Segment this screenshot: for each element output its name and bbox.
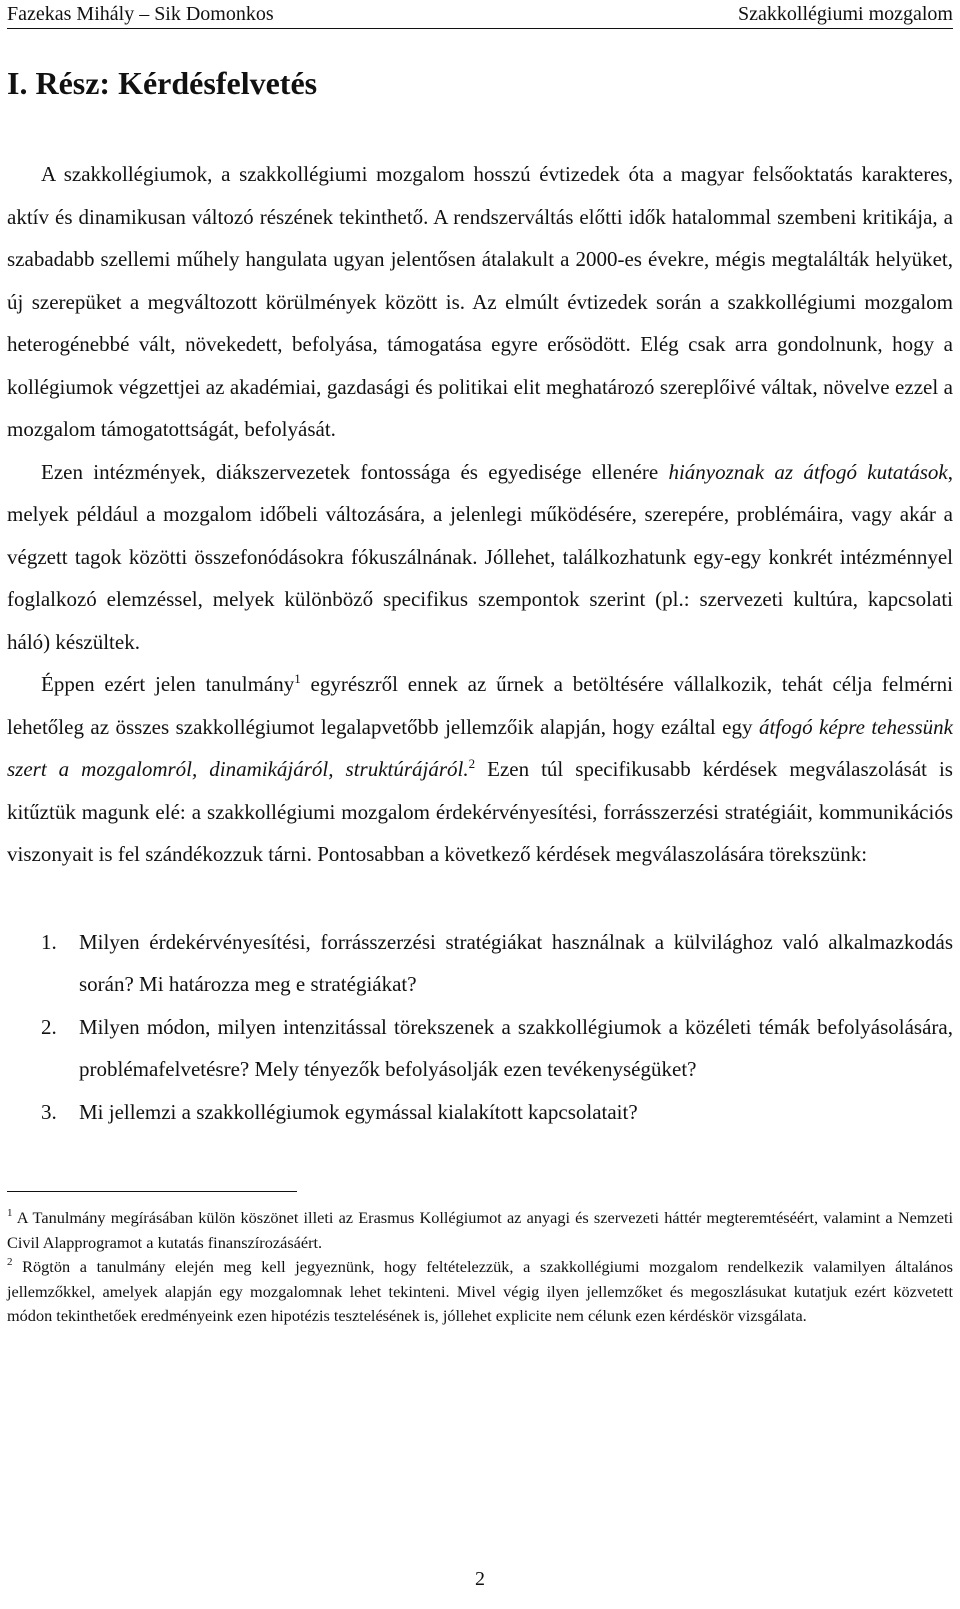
question-text: Milyen érdekérvényesítési, forrásszerzési stratégiákat használnak a külvilághoz való alkalmazkodás során? Mi határozza meg e stratégiákat? (79, 929, 953, 996)
question-text: Milyen módon, milyen intenzitással törekszenek a szakkollégiumok a közéleti témák befolyásolására, problémafelvetésre? Mely tényezők befolyásolják ezen tevékenységüket? (79, 1014, 953, 1081)
footnote-mark: 2 (7, 1256, 13, 1268)
footnote-separator (7, 1191, 297, 1192)
footnote-text: Rögtön a tanulmány elején meg kell jegyeznünk, hogy feltételezzük, a szakkollégiumi mozgalom rendelkezik valamilyen általános jellemzőkkel, amelyek alapján egy mozgalomnak lehet tekinteni. Mivel végig ilyen jellemzőket és megoszlásukat kutatjuk ezért közvetett módon tekinthetőek eredményeink ezen hipotézis tesztelésének is, jóllehet explicite nem célunk ezen kérdéskör vizsgálata. (7, 1257, 953, 1325)
footnote-ref-1[interactable]: 1 (294, 671, 301, 686)
header-authors: Fazekas Mihály – Sik Domonkos (7, 3, 274, 25)
footnote-text: A Tanulmány megírásában külön köszönet illeti az Erasmus Kollégiumot az anyagi és szervezeti háttér megteremtéséért, valamint a Nemzeti Civil Alapprogramot a kutatás finanszírozásáért. (7, 1208, 953, 1252)
paragraph-3-text-a: Éppen ezért jelen tanulmány (41, 672, 295, 696)
footnote-ref-2[interactable]: 2 (468, 756, 476, 771)
footnotes (7, 1206, 953, 1329)
list-item (7, 1006, 953, 1091)
running-header (7, 0, 953, 26)
paragraph-3 (7, 663, 953, 876)
paragraph-2 (7, 451, 953, 664)
research-questions-list (7, 921, 953, 1134)
footnote-mark: 1 (7, 1207, 13, 1219)
header-rule (7, 28, 953, 29)
list-item (7, 1091, 953, 1134)
question-text: Mi jellemzi a szakkollégiumok egymással kialakított kapcsolatait? (79, 1099, 638, 1124)
list-item (7, 921, 953, 1006)
paragraph-2-text-b: , melyek például a mozgalom időbeli változására, a jelenlegi működésére, szerepére, problémáira, vagy akár a végzett tagok közötti összefonódásokra fókuszálnának. Jóllehet, találkozhatunk egy-egy konkrét intézménnyel foglalkozó elemzéssel, melyek különböző specifikus szempontok szerint (pl.: szervezeti kultúra, kapcsolati háló) készültek. (7, 459, 953, 654)
question-number: 3. (41, 1099, 57, 1124)
paragraph-3-emphasis: átfogó képre tehessünk szert a mozgalomról, dinamikájáról, struktúrájáról. (7, 714, 953, 781)
paragraph-3-text-b: egyrészről ennek az űrnek a betöltésére vállalkozik, tehát célja felmérni lehetőleg az összes szakkollégiumot legalapvetőbb jellemzőik alapján, hogy ezáltal egy (7, 672, 953, 739)
footnote-1 (7, 1206, 953, 1255)
paragraph-1: A szakkollégiumok, a szakkollégiumi mozgalom hosszú évtizedek óta a magyar felsőoktatás karakteres, aktív és dinamikusan változó részének tekinthető. A rendszerváltás előtti idők hatalommal szembeni kritikája, a szabadabb szellemi műhely hangulata ugyan jelentősen átalakult a 2000-es évekre, mégis megtalálták helyüket, új szerepüket a megváltozott körülmények között is. Az elmúlt évtizedek során a szakkollégiumi mozgalom heterogénebbé vált, növekedett, befolyása, támogatása egyre erősödött. Elég csak arra gondolnunk, hogy a kollégiumok végzettjei az akadémiai, gazdasági és politikai elit meghatározó szereplőivé váltak, növelve ezzel a mozgalom támogatottságát, befolyását. (7, 162, 953, 441)
header-topic: Szakkollégiumi mozgalom (738, 3, 953, 25)
paragraph-2-text-a: Ezen intézmények, diákszervezetek fontossága és egyedisége ellenére (41, 459, 669, 484)
paragraph-2-emphasis: hiányoznak az átfogó kutatások (668, 459, 948, 484)
question-number: 2. (41, 1014, 57, 1039)
question-number: 1. (41, 929, 57, 954)
footnote-2 (7, 1255, 953, 1329)
page-number: 2 (475, 1568, 485, 1590)
section-title: I. Rész: Kérdésfelvetés (7, 65, 318, 101)
paragraph-3-text-c: Ezen túl specifikusabb kérdések megválaszolását is kitűztük magunk elé: a szakkollégiumi mozgalom érdekérvényesítési, forrásszerzési stratégiáit, kommunikációs viszonyait is fel szándékozzuk tárni. Pontosabban a következő kérdések megválaszolására törekszünk: (7, 757, 953, 866)
